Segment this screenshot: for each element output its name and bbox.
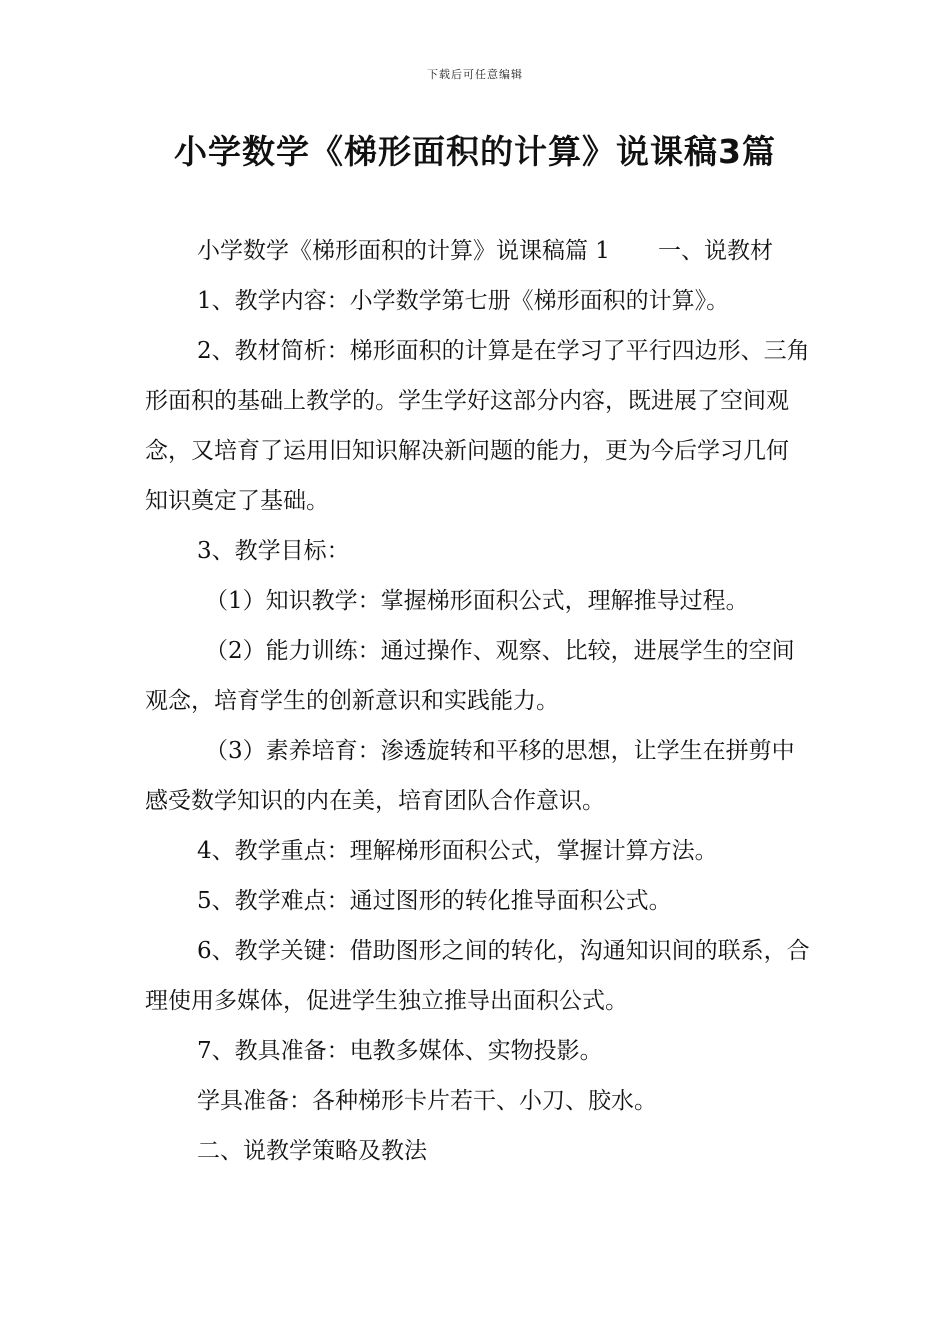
paragraph-teaching-goals: 3、教学目标： <box>197 538 350 564</box>
paragraph-material-analysis: 2、教材简析：梯形面积的计算是在学习了平行四边形、三角形面积的基础上教学的。学生学好这部分内容，既进展了空间观念，又培育了运用旧知识解决新问题的能力，更为今后学习几何知识奠定了基础。 <box>145 338 810 514</box>
paragraph-goal-knowledge: （1）知识教学：掌握梯形面积公式，理解推导过程。 <box>205 588 749 614</box>
paragraph-section-two: 二、说教学策略及教法 <box>197 1138 427 1164</box>
paragraph-learning-aids: 学具准备：各种梯形卡片若干、小刀、胶水。 <box>197 1088 657 1114</box>
header-note: 下载后可任意编辑 <box>427 68 523 81</box>
intro-heading: 小学数学《梯形面积的计算》说课稿篇 1 <box>197 238 610 264</box>
document-title: 小学数学《梯形面积的计算》说课稿3篇 <box>174 132 776 171</box>
paragraph-teaching-content: 1、教学内容：小学数学第七册《梯形面积的计算》。 <box>197 288 730 314</box>
paragraph-key-point: 4、教学重点：理解梯形面积公式，掌握计算方法。 <box>197 838 718 864</box>
paragraph-goal-quality: （3）素养培育：渗透旋转和平移的思想，让学生在拼剪中感受数学知识的内在美，培育团队合作意识。 <box>145 738 795 814</box>
paragraph-difficulty: 5、教学难点：通过图形的转化推导面积公式。 <box>197 888 672 914</box>
paragraph-key-method: 6、教学关键：借助图形之间的转化，沟通知识间的联系，合理使用多媒体，促进学生独立推导出面积公式。 <box>145 938 810 1014</box>
paragraph-teaching-aids: 7、教具准备：电教多媒体、实物投影。 <box>197 1038 603 1064</box>
document-body <box>145 226 810 1176</box>
intro-section: 一、说教材 <box>657 238 773 264</box>
intro-paragraph <box>145 226 810 276</box>
paragraph-goal-ability: （2）能力训练：通过操作、观察、比较，进展学生的空间观念，培育学生的创新意识和实践能力。 <box>145 638 795 714</box>
